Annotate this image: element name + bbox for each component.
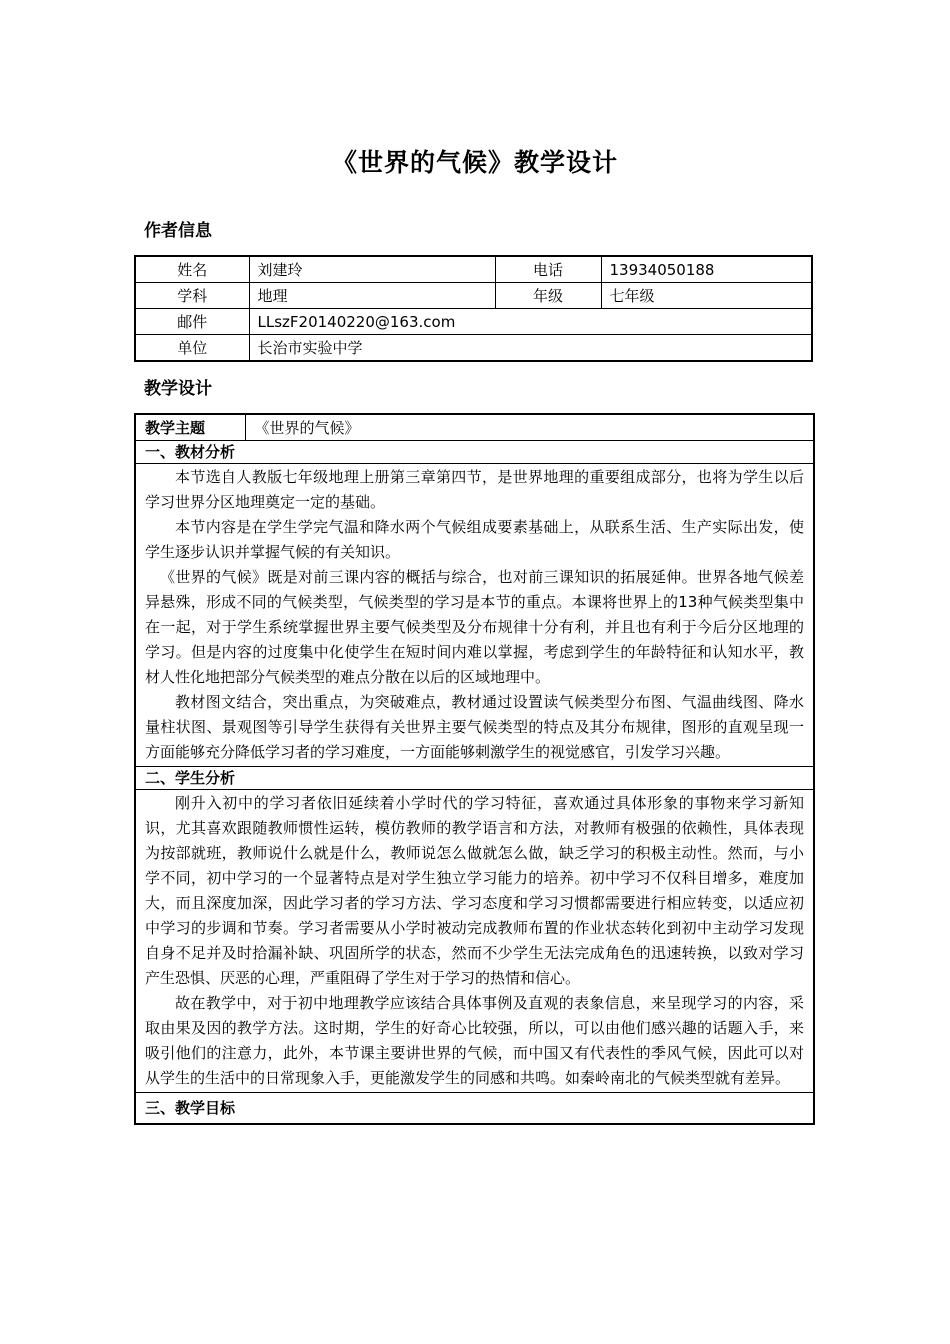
- unit-label: 单位: [135, 335, 249, 362]
- document-title: 《世界的气候》教学设计: [331, 148, 618, 177]
- email-label: 邮件: [135, 309, 249, 335]
- name-value: 刘建玲: [249, 256, 495, 283]
- material-paragraph: 《世界的气候》既是对前三课内容的概括与综合，也对前三课知识的拓展延伸。世界各地气候差异悬殊，形成不同的气候类型，气候类型的学习是本节的重点。本课将世界上的13种气候类型集中在一起，对于学生系统掌握世界主要气候类型及分布规律十分有利，并且也有利于今后分区地理的学习。但是内容的过度集中化使学生在短时间内难以掌握，考虑到学生的年龄特征和认知水平，教材人性化地把部分气候类型的难点分散在以后的区域地理中。: [145, 568, 804, 686]
- theme-value: 《世界的气候》: [245, 414, 814, 441]
- table-row: [135, 767, 814, 790]
- table-row: [135, 790, 814, 1093]
- author-info-heading: 作者信息: [144, 221, 212, 241]
- material-paragraph: 本节内容是在学生学完气温和降水两个气候组成要素基础上，从联系生活、生产实际出发，使学生逐步认识并掌握气候的有关知识。: [145, 518, 804, 561]
- table-row: [135, 283, 812, 309]
- phone-label: 电话: [495, 256, 601, 283]
- table-row: [135, 414, 814, 441]
- material-paragraph: 本节选自人教版七年级地理上册第三章第四节，是世界地理的重要组成部分，也将为学生以后学习世界分区地理奠定一定的基础。: [145, 468, 804, 511]
- student-paragraph: 故在教学中，对于初中地理教学应该结合具体事例及直观的表象信息，来呈现学习的内容，采取由果及因的教学方法。这时期，学生的好奇心比较强，所以，可以由他们感兴趣的话题入手，来吸引他们的注意力，此外，本节课主要讲世界的气候，而中国又有代表性的季风气候，因此可以对从学生的生活中的日常现象入手，更能激发学生的同感和共鸣。如秦岭南北的气候类型就有差异。: [145, 994, 804, 1087]
- table-row: [135, 256, 812, 283]
- author-info-table: [134, 255, 813, 362]
- student-analysis-body: [135, 790, 814, 1093]
- material-analysis-heading: 一、教材分析: [135, 441, 814, 464]
- teaching-design-heading: 教学设计: [144, 379, 212, 399]
- theme-label: 教学主题: [135, 414, 245, 441]
- grade-label: 年级: [495, 283, 601, 309]
- material-paragraph: 教材图文结合，突出重点，为突破难点，教材通过设置读气候类型分布图、气温曲线图、降水量柱状图、景观图等引导学生获得有关世界主要气候类型的特点及其分布规律，图形的直观呈现一方面能够充分降低学习者的学习难度，一方面能够刺激学生的视觉感官，引发学习兴趣。: [145, 693, 804, 761]
- material-analysis-body: [135, 464, 814, 767]
- table-row: [135, 309, 812, 335]
- table-row: [135, 1093, 814, 1125]
- phone-value: 13934050188: [601, 256, 812, 283]
- table-row: [135, 335, 812, 362]
- email-value: LLszF20140220@163.com: [249, 309, 812, 335]
- teaching-design-table: [134, 413, 815, 1125]
- subject-value: 地理: [249, 283, 495, 309]
- subject-label: 学科: [135, 283, 249, 309]
- teaching-objective-heading: 三、教学目标: [135, 1093, 814, 1125]
- unit-value: 长治市实验中学: [249, 335, 812, 362]
- student-analysis-heading: 二、学生分析: [135, 767, 814, 790]
- table-row: [135, 441, 814, 464]
- grade-value: 七年级: [601, 283, 812, 309]
- table-row: [135, 464, 814, 767]
- student-paragraph: 刚升入初中的学习者依旧延续着小学时代的学习特征，喜欢通过具体形象的事物来学习新知识，尤其喜欢跟随教师惯性运转，模仿教师的教学语言和方法，对教师有极强的依赖性，具体表现为按部就班，教师说什么就是什么，教师说怎么做就怎么做，缺乏学习的积极主动性。然而，与小学不同，初中学习的一个显著特点是对学生独立学习能力的培养。初中学习不仅科目增多，难度加大，而且深度加深，因此学习者的学习方法、学习态度和学习习惯都需要进行相应转变，以适应初中学习的步调和节奏。学习者需要从小学时被动完成教师布置的作业状态转化到初中主动学习发现自身不足并及时拾漏补缺、巩固所学的状态，然而不少学生无法完成角色的迅速转换，以致对学习产生恐惧、厌恶的心理，严重阻碍了学生对于学习的热情和信心。: [145, 794, 804, 987]
- name-label: 姓名: [135, 256, 249, 283]
